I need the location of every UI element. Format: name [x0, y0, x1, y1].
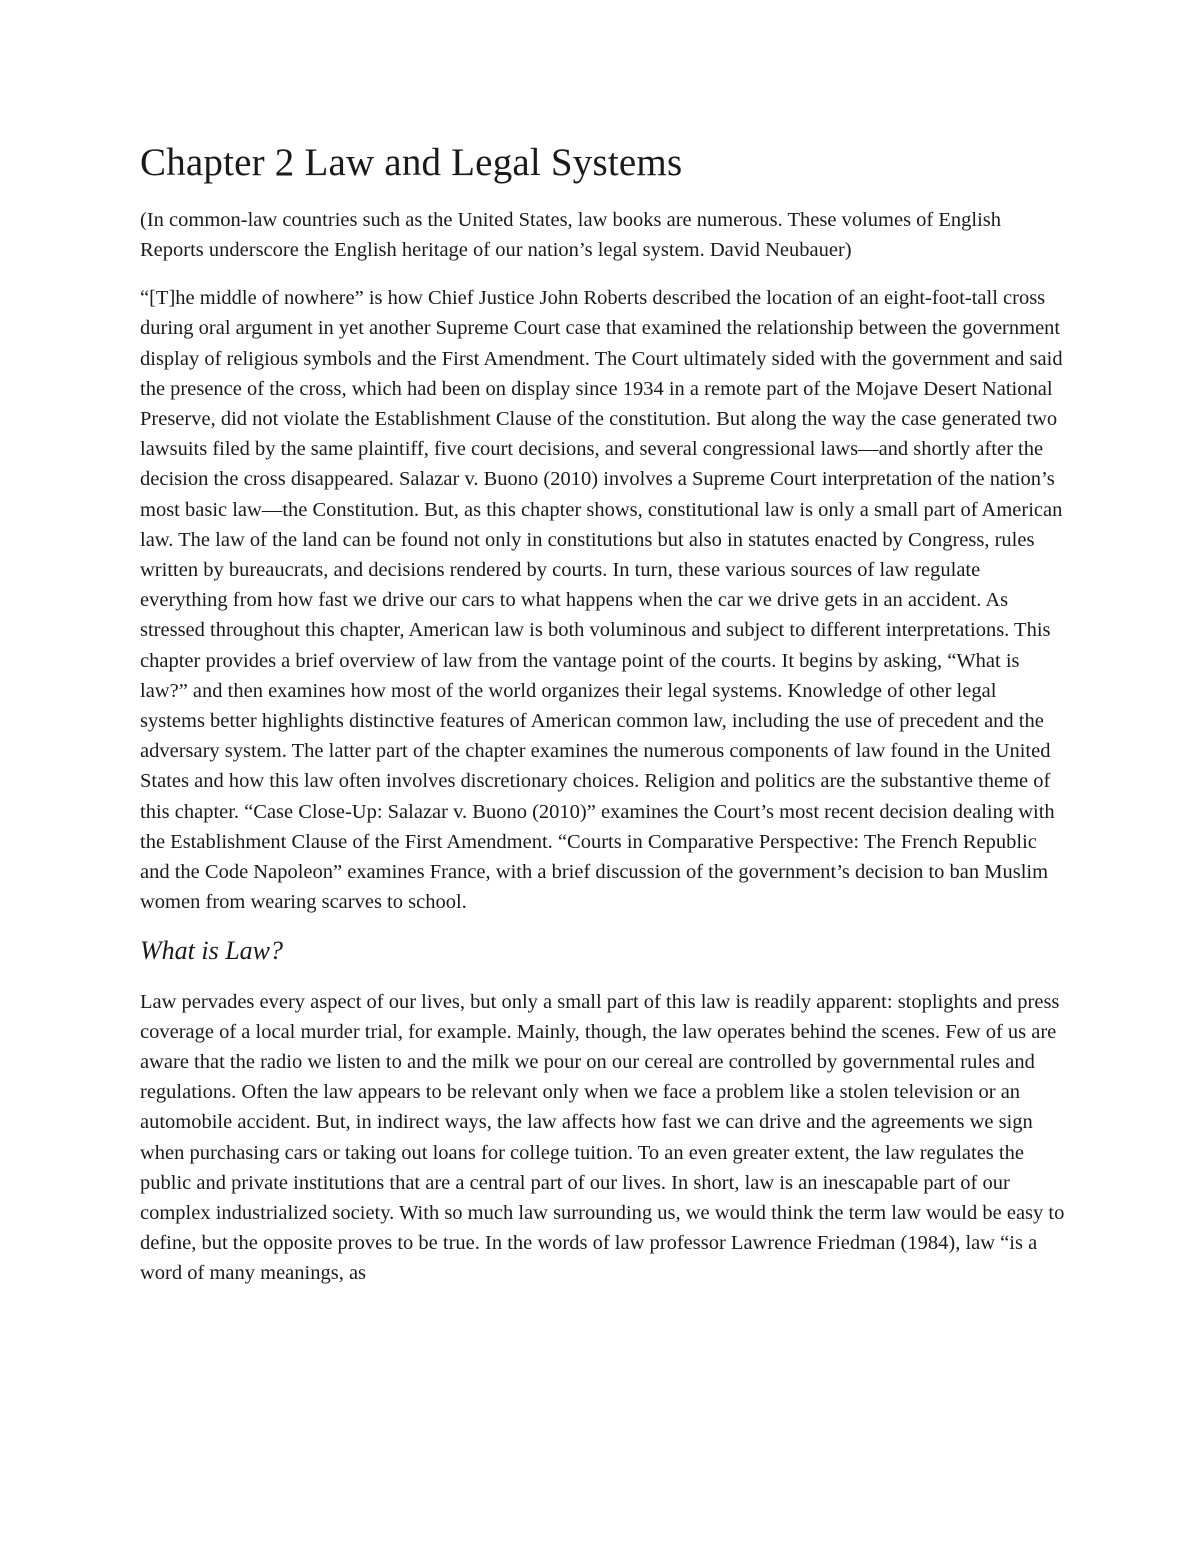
section-heading: What is Law? [140, 936, 284, 966]
section-paragraph: Law pervades every aspect of our lives, but only a small part of this law is readily apparent: stoplights and press coverage of a local murder trial, for example. Mainly, though, the law operates behind the scenes. Few of us are aware that the radio we listen to and the milk we pour on our cereal are controlled by governmental rules and regulations. Often the law appears to be relevant only when we face a problem like a stolen television or an automobile accident. But, in indirect ways, the law affects how fast we can drive and the agreements we sign when purchasing cars or taking out loans for college tuition. To an even greater extent, the law regulates the public and private institutions that are a central part of our lives. In short, law is an inescapable part of our complex industrialized society. With so much law surrounding us, we would think the term law would be easy to define, but the opposite proves to be true. In the words of law professor Lawrence Friedman (1984), law “is a word of many meanings, as [140, 990, 1065, 1285]
intro-paragraph: “[T]he middle of nowhere” is how Chief Justice John Roberts described the location of an eight-foot-tall cross during oral argument in yet another Supreme Court case that examined the relationship between the government display of religious symbols and the First Amendment. The Court ultimately sided with the government and said the presence of the cross, which had been on display since 1934 in a remote part of the Mojave Desert National Preserve, did not violate the Establishment Clause of the constitution. But along the way the case generated two lawsuits filed by the same plaintiff, five court decisions, and several congressional laws—and shortly after the decision the cross disappeared. Salazar v. Buono (2010) involves a Supreme Court interpretation of the nation’s most basic law—the Constitution. But, as this chapter shows, constitutional law is only a small part of American law. The law of the land can be found not only in constitutions but also in statutes enacted by Congress, rules written by bureaucrats, and decisions rendered by courts. In turn, these various sources of law regulate everything from how fast we drive our cars to what happens when the car we drive gets in an accident. As stressed throughout this chapter, American law is both voluminous and subject to different interpretations. This chapter provides a brief overview of law from the vantage point of the courts. It begins by asking, “What is law?” and then examines how most of the world organizes their legal systems. Knowledge of other legal systems better highlights distinctive features of American common law, including the use of precedent and the adversary system. The latter part of the chapter examines the numerous components of law found in the United States and how this law often involves discretionary choices. Religion and politics are the substantive theme of this chapter. “Case Close-Up: Salazar v. Buono (2010)” examines the Court’s most recent decision dealing with the Establishment Clause of the First Amendment. “Courts in Comparative Perspective: The French Republic and the Code Napoleon” examines France, with a brief discussion of the government’s decision to ban Muslim women from wearing scarves to school. [140, 287, 1063, 914]
document-content [140, 140, 1065, 1307]
image-caption-paragraph: (In common-law countries such as the United States, law books are numerous. These volumes of English Reports underscore the English heritage of our nation’s legal system. David Neubauer) [140, 208, 1002, 261]
chapter-title: Chapter 2 Law and Legal Systems [140, 141, 683, 184]
